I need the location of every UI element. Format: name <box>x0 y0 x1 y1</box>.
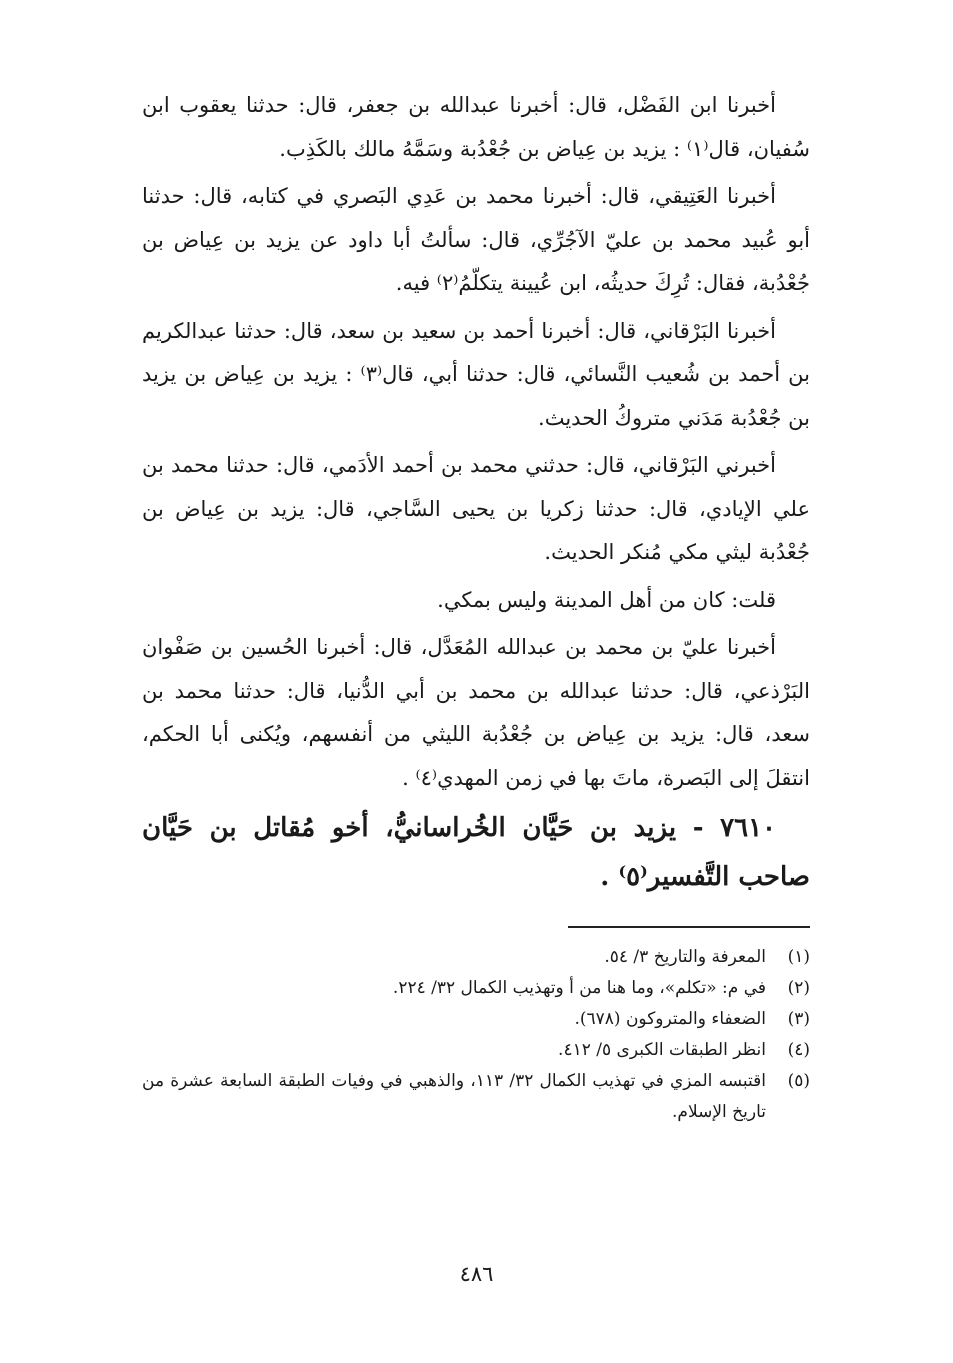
footnote-number: (٢) <box>787 978 810 998</box>
footnote-text: انظر الطبقات الكبرى ٥/ ٤١٢. <box>558 1040 766 1060</box>
footnote-number: (٣) <box>787 1009 810 1029</box>
paragraph-2: أخبرنا العَتِيقي، قال: أخبرنا محمد بن عَدِي البَصري في كتابه، قال: حدثنا أبو عُبيد محمد بن عليّ الآجُرِّي، قال: سألتُ أبا داود عن يزيد بن عِياض بن جُعْدُبة، فقال: تُرِكَ حديثُه، ابن عُيينة يتكلّمُ⁽٢⁾ فيه. <box>142 184 810 295</box>
page-body <box>142 84 810 1128</box>
paragraph-4: أخبرني البَرْقاني، قال: حدثني محمد بن أحمد الأدَمي، قال: حدثنا محمد بن علي الإيادي، قال: حدثنا زكريا بن يحيى السَّاجي، قال: يزيد بن عِياض بن جُعْدُبة ليثي مكي مُنكر الحديث. <box>142 453 810 564</box>
footnotes <box>142 942 810 1128</box>
page-number: ٤٨٦ <box>459 1262 494 1286</box>
footnote-number: (٤) <box>787 1040 810 1060</box>
footnote-number: (٥) <box>787 1071 810 1091</box>
footnote-4 <box>142 1035 810 1066</box>
footnote-text: اقتبسه المزي في تهذيب الكمال ٣٢/ ١١٣، والذهبي في وفيات الطبقة السابعة عشرة من تاريخ الإسلام. <box>142 1071 766 1122</box>
footnote-3 <box>142 1004 810 1035</box>
paragraph-6: أخبرنا عليّ بن محمد بن عبدالله المُعَدَّل، قال: أخبرنا الحُسين بن صَفْوان البَرْذعي، قال: حدثنا عبدالله بن محمد بن أبي الدُّنيا، قال: حدثنا محمد بن سعد، قال: يزيد بن عِياض بن جُعْدُبة الليثي من أنفسهم، ويُكنى أبا الحكم، انتقلَ إلى البَصرة، ماتَ بها في زمن المهدي⁽٤⁾ . <box>142 635 810 790</box>
footnote-1 <box>142 942 810 973</box>
paragraph-3: أخبرنا البَرْقاني، قال: أخبرنا أحمد بن سعيد بن سعد، قال: حدثنا عبدالكريم بن أحمد بن شُعيب النَّسائي، قال: حدثنا أبي، قال⁽٣⁾ : يزيد بن عِياض بن يزيد بن جُعْدُبة مَدَني متروكُ الحديث. <box>142 318 810 430</box>
footnote-2 <box>142 973 810 1004</box>
paragraph-1: أخبرنا ابن الفَضْل، قال: أخبرنا عبدالله بن جعفر، قال: حدثنا يعقوب ابن سُفيان، قال⁽١⁾ : يزيد بن عِياض بن جُعْدُبة وسَمَّهُ مالك بالكَذِب. <box>142 93 810 161</box>
entry-heading: ٧٦١٠ - يزيد بن حَيَّان الخُراسانيُّ، أخو مُقاتل بن حَيَّان صاحب التَّفسير⁽٥⁾ . <box>142 813 810 892</box>
paragraph-5: قلت: كان من أهل المدينة وليس بمكي. <box>437 587 776 612</box>
footnote-text: المعرفة والتاريخ ٣/ ٥٤. <box>604 947 766 967</box>
footnote-divider <box>568 926 810 928</box>
footnote-number: (١) <box>787 947 810 967</box>
footnote-text: في م: «تكلم»، وما هنا من أ وتهذيب الكمال ٣٢/ ٢٢٤. <box>392 978 766 998</box>
footnote-5 <box>142 1066 810 1128</box>
footnote-text: الضعفاء والمتروكون (٦٧٨). <box>574 1009 766 1029</box>
